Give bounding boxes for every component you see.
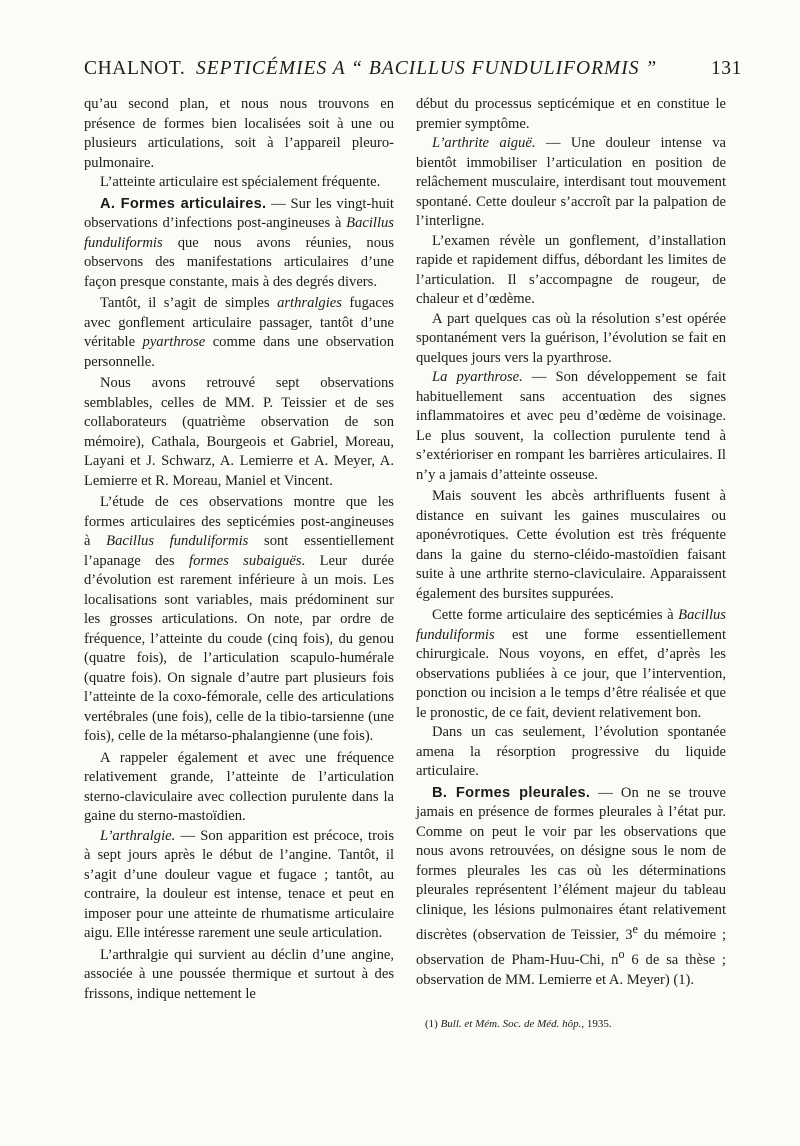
subheading: L’arthrite aiguë. [432, 135, 536, 151]
paragraph: L’arthralgie. — Son apparition est précoce, trois à sept jours après le début de l’angine. Tantôt, il s’agit d’une douleur vague et fugace ; tantôt, au contraire, la douleur est intense, tenace et peut en imposer pour une atteinte de rhumatisme articulaire aigu. Elle intéresse rarement une seule articulation. [84, 827, 394, 941]
paragraph: L’étude de ces observations montre que les formes articulaires des septicémies post-angineuses à Bacillus funduliformis sont essentiellement l’apanage des formes subaiguës. Leur durée d’évolution est rarement inférieure à un mois. Les localisations sont variables, mais prédominent sur les grosses articulations. On note, par ordre de fréquence, l’atteinte du coude (cinq fois), du genou (quatre fois), de l’articulation scapulo-humérale (quatre fois). On signale d’autre part plusieurs fois l’atteinte de la coxo-fémorale, celle des articulations vertébrales (une fois), celle de la tibio-tarsienne (une fois), celle de la métarso-phalangienne (une fois). [84, 494, 394, 744]
paragraph: L’examen révèle un gonflement, d’installation rapide et rapidement diffus, débordant les limites de l’articulation. Il s’accompagne de rougeur, de chaleur et d’œdème. [416, 232, 726, 307]
paragraph: Cette forme articulaire des septicémies à Bacillus funduliformis est une forme essentiellement chirurgicale. Nous voyons, en effet, d’après les observations publiées à ce jour, que l’intervention, ponction ou incision a le temps d’être réalisée et que le pronostic, de ce fait, devient relativement bon. [416, 607, 726, 721]
running-header [84, 58, 742, 88]
paragraph: L’arthrite aiguë. — Une douleur intense va bientôt immobiliser l’articulation en position de relâchement musculaire, interdisant tout mouvement spontané. Cette douleur s’accroît par la palpation de l’interligne. [416, 135, 726, 229]
footnote: (1) Bull. et Mém. Soc. de Méd. hôp., 1935. [425, 1018, 612, 1030]
footnote-source: Bull. et Mém. Soc. de Méd. hôp. [440, 1018, 582, 1030]
subheading: La pyarthrose. [432, 369, 523, 385]
paragraph: Tantôt, il s’agit de simples arthralgies fugaces avec gonflement articulaire passager, tantôt d’une véritable pyarthrose comme dans une observation personnelle. [84, 295, 394, 370]
header-title: SEPTICÉMIES A “ BACILLUS FUNDULIFORMIS ” [196, 58, 658, 79]
paragraph: B. Formes pleurales. — On ne se trouve jamais en présence de formes pleurales à l’état pur. Comme on peut le voir par les observations que nous avons retrouvées, on désigne sous le nom de formes pleurales les cas où les déterminations pleurales représentent l’élément majeur du tableau clinique, les lésions pulmonaires étant relativement discrètes (observation de Teissier, 3e du mémoire ; observation de Pham-Huu-Chi, $n^o$ 6 de sa thèse ; observation de MM. Lemierre et A. Meyer) (1). [416, 784, 727, 988]
paragraph: Mais souvent les abcès arthrifluents fusent à distance en suivant les gaines musculaires ou aponévrotiques. Cette évolution est très fréquente dans la gaine du sterno-cléido-mastoïdien faisant suite à une arthrite sterno-claviculaire. Apparaissent également des bursites suppurées. [416, 488, 726, 602]
paragraph: A part quelques cas où la résolution s’est opérée spontanément vers la guérison, l’évolution se fait en quelques jours vers la pyarthrose. [416, 310, 726, 366]
paragraph: L’atteinte articulaire est spécialement fréquente. [100, 174, 381, 190]
header-author: CHALNOT. [84, 58, 186, 79]
right-column [416, 95, 726, 990]
page-number: 131 [710, 58, 742, 79]
subheading: L’arthralgie. [100, 827, 176, 844]
paragraph: qu’au second plan, et nous nous trouvons en présence de formes bien localisées soit à une ou plusieurs articulations, soit à l’appareil pleuro-pulmonaire. [84, 96, 394, 171]
paragraph: L’arthralgie qui survient au déclin d’une angine, associée à une poussée thermique et surtout à des frissons, indique nettement le [84, 946, 394, 1002]
section-heading: B. Formes pleurales. [432, 784, 591, 801]
paragraph: La pyarthrose. — Son développement se fait habituellement sans accentuation des signes inflammatoires et avec peu d’œdème de voisinage. Le plus souvent, la collection purulente tend à s’extérioriser en rompant les barrières articulaires. Il n’y a jamais d’atteinte osseuse. [416, 369, 726, 483]
paragraph: A rappeler également et avec une fréquence relativement grande, l’atteinte de l’articulation sterno-claviculaire avec collection purulente dans la gaine du sterno-mastoïdien. [84, 749, 394, 824]
section-heading: A. Formes articulaires. [100, 195, 267, 212]
paragraph: Dans un cas seulement, l’évolution spontanée amena la résorption progressive du liquide articulaire. [416, 724, 726, 779]
paragraph: A. Formes articulaires. — Sur les vingt-huit observations d’infections post-angineuses à Bacillus funduliformis que nous avons réunies, nous observons des manifestations articulaires d’une façon presque constante, mais à des degrés divers. [84, 195, 394, 290]
paragraph: début du processus septicémique et en constitue le premier symptôme. [416, 96, 726, 132]
paragraph: Nous avons retrouvé sept observations semblables, celles de MM. P. Teissier et de ses collaborateurs (quatrième observation de son mémoire), Cathala, Bourgeois et Gabriel, Moreau, Layani et J. Schwarz, A. Lemierre et A. Meyer, A. Lemierre et R. Moreau, Maniel et Vincent. [84, 375, 394, 489]
left-column [84, 95, 394, 1004]
